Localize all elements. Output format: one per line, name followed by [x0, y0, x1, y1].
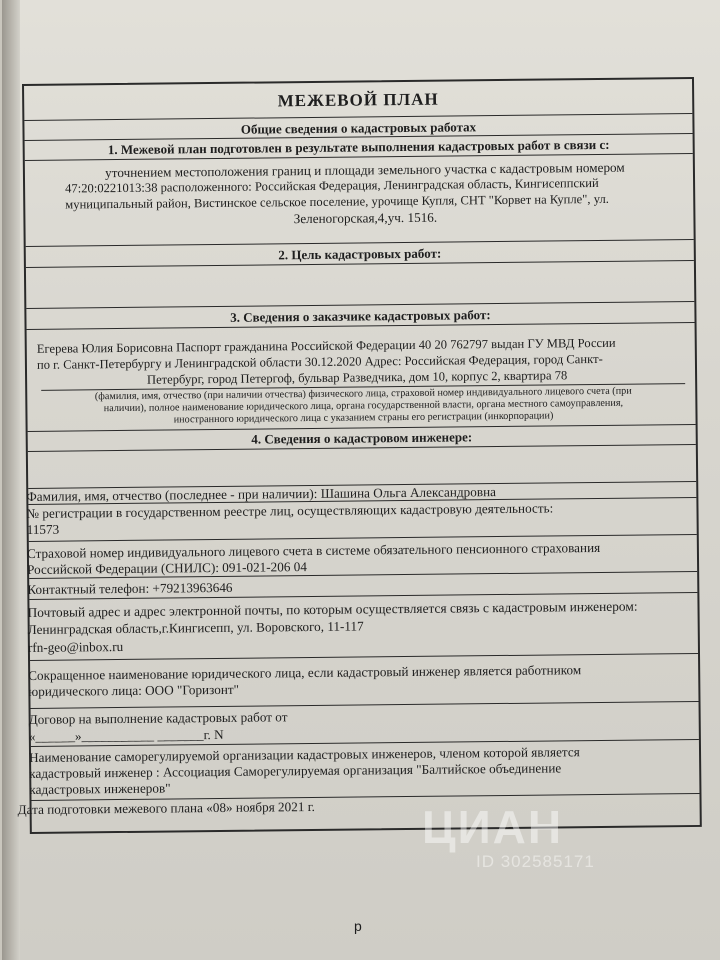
document-page	[2, 0, 720, 960]
watermark	[422, 800, 682, 880]
sro-line: кадастровых инженеров"	[29, 780, 171, 797]
customer-note: наличии), полное наименование юридического лица, органа государственной власти, органа местного самоуправления,	[103, 397, 624, 415]
section1-heading: 1. Межевой план подготовлен в результате выполнения кадастровых работ в связи с:	[107, 136, 610, 158]
address-label: Почтовый адрес и адрес электронной почты, по которым осуществляется связь с кадастровым инженером:	[27, 598, 638, 620]
contract-label: Договор на выполнение кадастровых работ от	[28, 709, 288, 727]
document-title: МЕЖЕВОЙ ПЛАН	[277, 89, 439, 111]
organization-line: Сокращенное наименование юридического лица, если кадастровый инженер является работником	[28, 662, 582, 683]
customer-line: по г. Санкт-Петербургу и Ленинградской области 30.12.2020 Адрес: Российская Федерация, город Санкт-	[36, 351, 603, 372]
preparation-date: Дата подготовки межевого плана «08» ноября 2021 г.	[17, 798, 315, 818]
organization-line: юридического лица: ООО "Горизонт"	[28, 681, 240, 699]
watermark-id: ID 302585171	[476, 852, 595, 871]
section1-line: уточнением местоположения границ и площади земельного участка с кадастровым номером	[105, 159, 625, 181]
section4-heading: 4. Сведения о кадастровом инженере:	[251, 429, 473, 447]
section3-heading: 3. Сведения о заказчике кадастровых работ:	[230, 307, 491, 325]
contract-value: «______»___________ _______г. N	[28, 726, 224, 744]
section1-line: Зеленогорская,4,уч. 1516.	[293, 209, 438, 227]
registry-label: № регистрации в государственном реестре лиц, осуществляющих кадастровую деятельность:	[26, 500, 554, 521]
address-value: Ленинградская область,г.Кингисепп, ул. Воровского, 11-117	[27, 618, 364, 637]
sro-line: кадастровый инженер : Ассоциация Саморегулируемая организация "Балтийское объединение	[29, 760, 562, 781]
customer-note: (фамилия, имя, отчество (при наличии отчества) физического лица, страховой номер индивидуального лицевого счета (при	[94, 385, 632, 403]
section1-line: муниципальный район, Вистинское сельское поселение, урочище Купля, СНТ "Корвет на Купле", ул.	[65, 191, 609, 212]
page-mark: р	[354, 918, 362, 934]
general-heading: Общие сведения о кадастровых работах	[240, 119, 477, 137]
engineer-email: rfn-geo@inbox.ru	[27, 638, 124, 655]
boundary-plan-form	[17, 77, 702, 834]
snils-line: Российской Федерации (СНИЛС): 091-021-206 04	[27, 559, 307, 577]
customer-line: Петербург, город Петергоф, бульвар Разведчика, дом 10, корпус 2, квартира 78	[146, 368, 568, 387]
snils-line: Страховой номер индивидуального лицевого счета в системе обязательного пенсионного страхования	[26, 539, 601, 561]
registry-value: 11573	[26, 521, 60, 537]
watermark-logo: ЦИАН	[422, 801, 564, 853]
divider	[30, 653, 698, 661]
engineer-fio: Фамилия, имя, отчество (последнее - при наличии): Шашина Ольга Александровна	[26, 484, 497, 504]
customer-line: Егерева Юлия Борисовна Паспорт гражданина Российской Федерации 40 20 762797 выдан ГУ МВД России	[36, 335, 616, 356]
engineer-phone: Контактный телефон: +79213963646	[27, 579, 233, 597]
customer-note: иностранного юридического лица с указанием страны его регистрации (инкорпорации)	[173, 410, 554, 426]
section1-line: 47:20:0221013:38 расположенного: Российская Федерация, Ленинградская область, Кингисеппский	[65, 175, 599, 196]
section2-heading: 2. Цель кадастровых работ:	[278, 245, 442, 263]
sro-line: Наименование саморегулируемой организации кадастровых инженеров, членом которой является	[28, 744, 580, 765]
